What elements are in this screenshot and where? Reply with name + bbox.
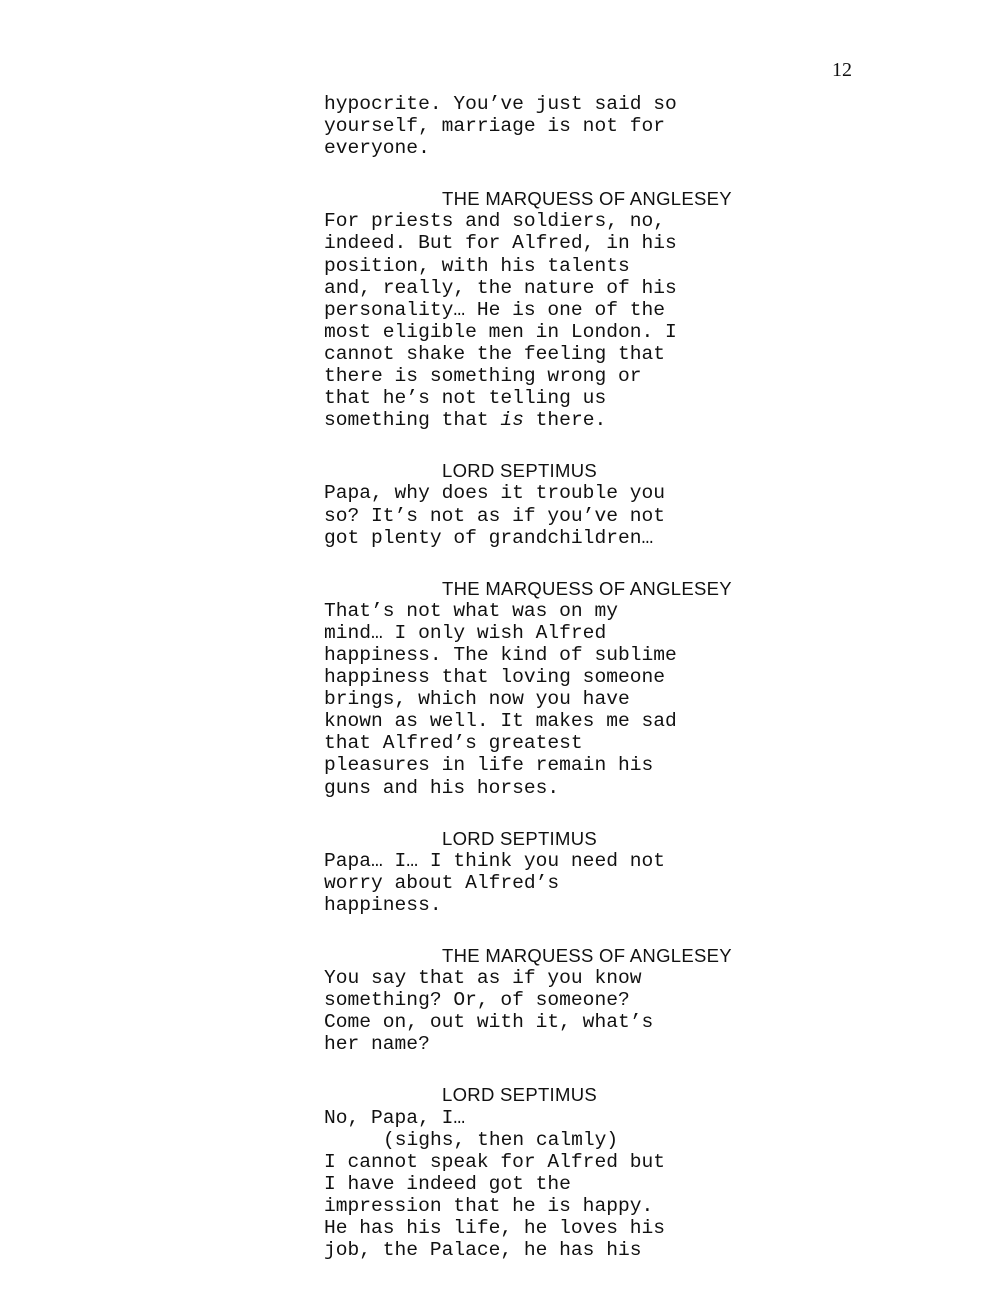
page-number: 12 bbox=[832, 59, 852, 81]
character-name: LORD SEPTIMUS bbox=[442, 1084, 598, 1106]
dialogue-line: cannot shake the feeling that bbox=[324, 342, 665, 365]
dialogue-block bbox=[324, 945, 754, 1055]
dialogue-text: something that bbox=[324, 409, 501, 432]
dialogue-line: No, Papa, I… bbox=[324, 1106, 466, 1129]
dialogue-line: job, the Palace, he has his bbox=[324, 1239, 642, 1262]
dialogue-line: that Alfred’s greatest bbox=[324, 732, 583, 755]
dialogue-line: yourself, marriage is not for bbox=[324, 115, 665, 138]
dialogue-line: impression that he is happy. bbox=[324, 1194, 654, 1217]
dialogue-line: her name? bbox=[324, 1033, 430, 1056]
dialogue-line: happiness. bbox=[324, 893, 442, 916]
dialogue-line: I have indeed got the bbox=[324, 1172, 571, 1195]
dialogue-line: and, really, the nature of his bbox=[324, 276, 677, 299]
dialogue-line: so? It’s not as if you’ve not bbox=[324, 504, 665, 527]
dialogue-line: personality… He is one of the bbox=[324, 298, 665, 321]
dialogue-line: known as well. It makes me sad bbox=[324, 710, 677, 733]
dialogue-line: For priests and soldiers, no, bbox=[324, 210, 665, 233]
dialogue-line: something? Or, of someone? bbox=[324, 989, 630, 1012]
dialogue-line: everyone. bbox=[324, 137, 430, 160]
dialogue-line bbox=[324, 409, 754, 431]
dialogue-line: most eligible men in London. I bbox=[324, 320, 677, 343]
dialogue-block bbox=[324, 460, 754, 548]
parenthetical: (sighs, then calmly) bbox=[383, 1128, 619, 1151]
character-name: LORD SEPTIMUS bbox=[442, 827, 598, 849]
dialogue-line: indeed. But for Alfred, in his bbox=[324, 232, 677, 255]
dialogue-line: got plenty of grandchildren… bbox=[324, 526, 654, 549]
character-name: LORD SEPTIMUS bbox=[442, 460, 598, 482]
dialogue-line: pleasures in life remain his bbox=[324, 754, 654, 777]
dialogue-line: I cannot speak for Alfred but bbox=[324, 1150, 665, 1173]
dialogue-line: hypocrite. You’ve just said so bbox=[324, 93, 677, 115]
dialogue-block bbox=[324, 188, 754, 431]
dialogue-block bbox=[324, 1084, 754, 1261]
dialogue-text: there. bbox=[523, 409, 607, 432]
dialogue-line: there is something wrong or bbox=[324, 365, 642, 388]
dialogue-line: Papa… I… I think you need not bbox=[324, 849, 665, 872]
dialogue-line: happiness. The kind of sublime bbox=[324, 643, 677, 666]
emphasized-word: is bbox=[500, 409, 524, 432]
screenplay-body bbox=[324, 93, 754, 1290]
character-name: THE MARQUESS OF ANGLESEY bbox=[442, 188, 732, 210]
dialogue-line: He has his life, he loves his bbox=[324, 1217, 665, 1240]
dialogue-line: That’s not what was on my bbox=[324, 599, 618, 622]
dialogue-line: Come on, out with it, what’s bbox=[324, 1011, 654, 1034]
dialogue-line: guns and his horses. bbox=[324, 776, 560, 799]
dialogue-line: worry about Alfred’s bbox=[324, 871, 560, 894]
dialogue-line: brings, which now you have bbox=[324, 688, 630, 711]
dialogue-line: mind… I only wish Alfred bbox=[324, 621, 607, 644]
character-name: THE MARQUESS OF ANGLESEY bbox=[442, 945, 732, 966]
dialogue-block bbox=[324, 578, 754, 799]
dialogue-line: Papa, why does it trouble you bbox=[324, 482, 665, 505]
dialogue-line: happiness that loving someone bbox=[324, 666, 665, 689]
dialogue-line: You say that as if you know bbox=[324, 967, 642, 990]
character-name: THE MARQUESS OF ANGLESEY bbox=[442, 577, 732, 599]
dialogue-line: that he’s not telling us bbox=[324, 387, 607, 410]
dialogue-block bbox=[324, 828, 754, 916]
dialogue-line: position, with his talents bbox=[324, 254, 630, 277]
dialogue-continuation bbox=[324, 93, 754, 159]
